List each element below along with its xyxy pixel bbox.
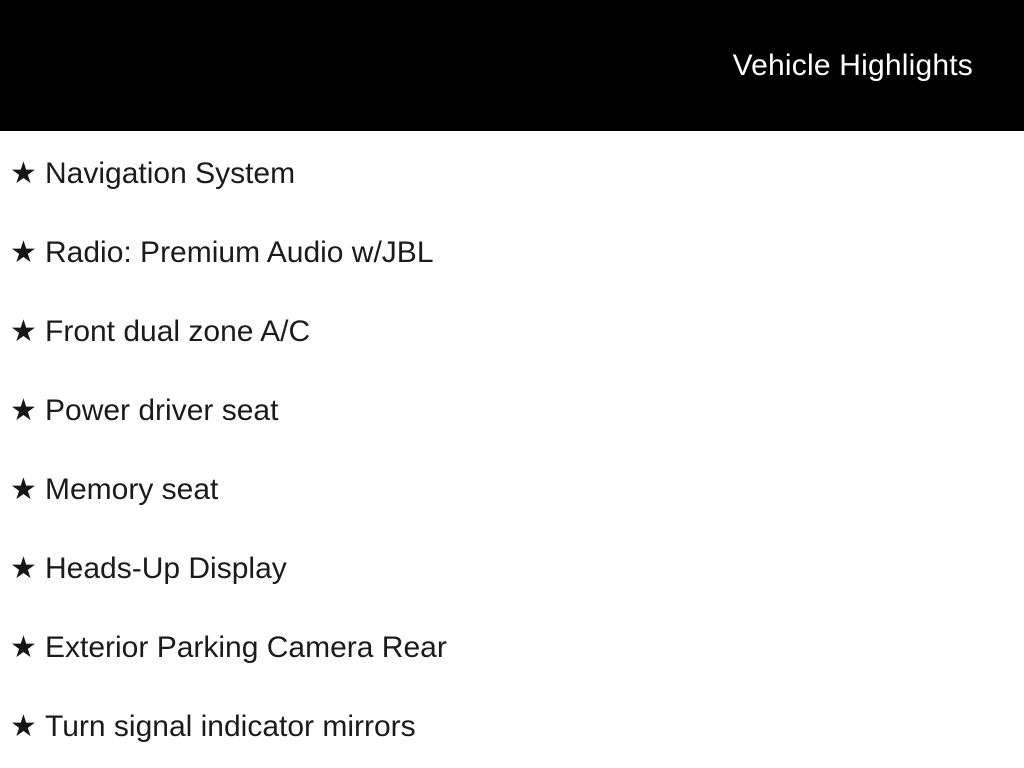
list-item [10,371,1024,450]
star-icon: ★ [10,630,37,664]
highlight-label: Exterior Parking Camera Rear [45,630,447,664]
star-icon: ★ [10,472,37,506]
star-icon: ★ [10,235,37,269]
header-bar [0,0,1024,131]
star-icon: ★ [10,551,37,585]
page-title: Vehicle Highlights [732,48,973,82]
list-item [10,687,1024,766]
star-icon: ★ [10,709,37,743]
highlight-label: Memory seat [45,472,219,506]
list-item [10,292,1024,371]
list-item [10,529,1024,608]
list-item [10,450,1024,529]
highlight-label: Front dual zone A/C [45,314,311,348]
star-icon: ★ [10,156,37,190]
list-item [10,213,1024,292]
highlight-label: Heads-Up Display [45,551,287,585]
highlight-label: Power driver seat [45,393,279,427]
highlight-label: Navigation System [45,156,296,190]
highlights-list [0,131,1024,766]
highlight-label: Radio: Premium Audio w/JBL [45,235,434,269]
list-item [10,134,1024,213]
star-icon: ★ [10,393,37,427]
highlight-label: Turn signal indicator mirrors [45,709,416,743]
list-item [10,608,1024,687]
star-icon: ★ [10,314,37,348]
